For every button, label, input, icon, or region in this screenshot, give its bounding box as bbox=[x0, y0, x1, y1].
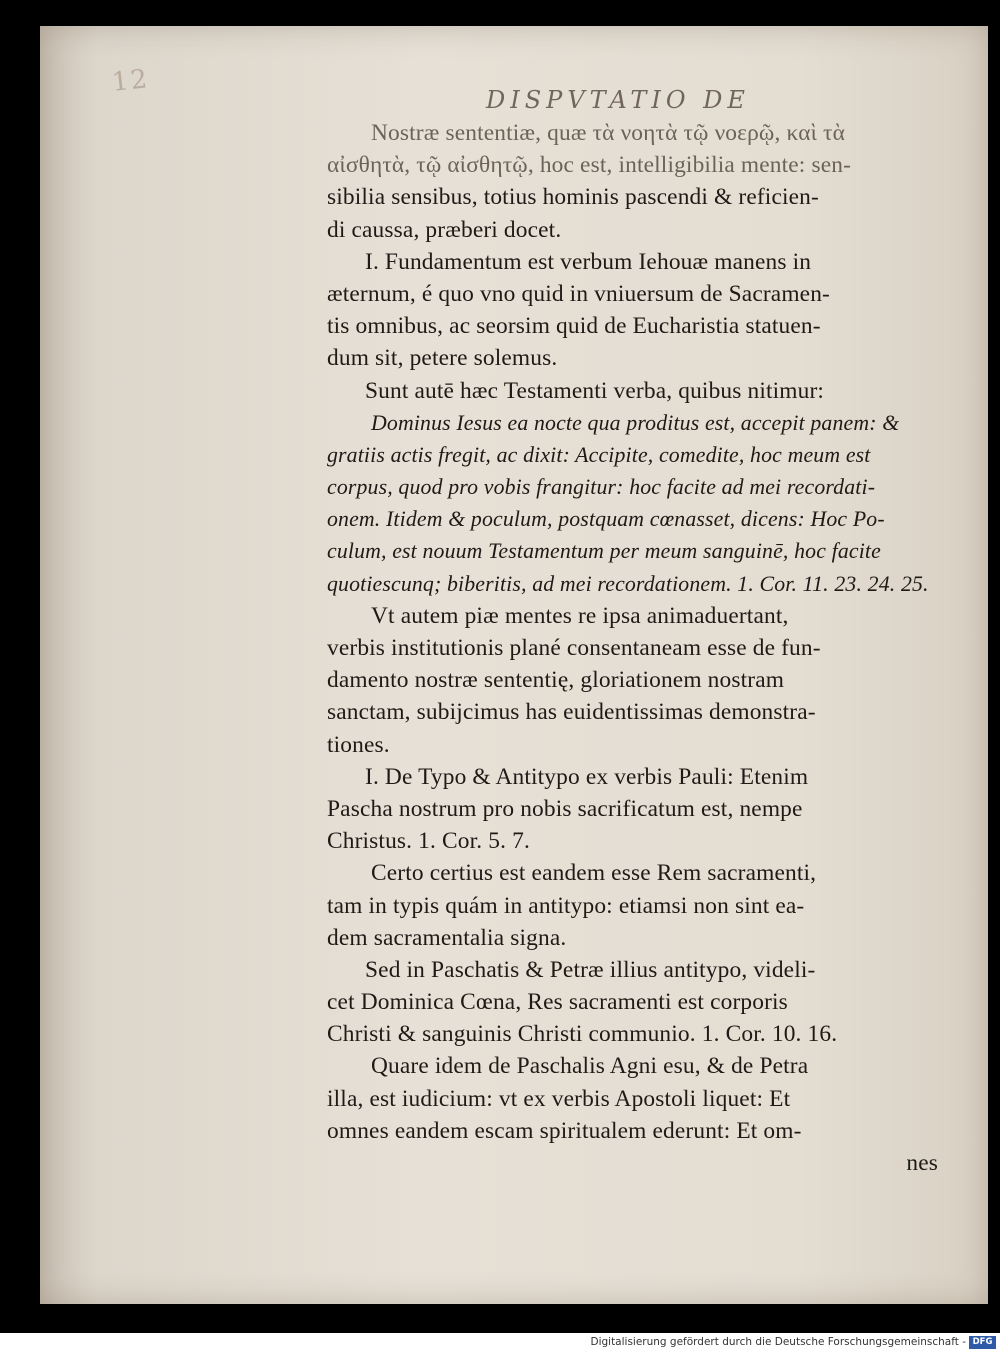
text-line: Pascha nostrum pro nobis sacrificatum est, nempe bbox=[327, 795, 803, 822]
folio-number: 12 bbox=[110, 64, 151, 98]
text-line: verbis institutionis plané consentaneam esse de fun- bbox=[327, 635, 821, 661]
quote-line: gratiis actis fregit, ac dixit: Accipite, comedite, hoc meum est bbox=[327, 442, 871, 467]
quote-line: corpus, quod pro vobis frangitur: hoc facite ad mei recordati- bbox=[327, 475, 876, 500]
text-line: I. De Typo & Antitypo ex verbis Pauli: Etenim bbox=[365, 763, 809, 790]
text-line: Vt autem piæ mentes re ipsa animaduertant, bbox=[371, 602, 789, 629]
text-line: damento nostræ sententię, gloriationem nostram bbox=[327, 667, 785, 694]
text-line: I. Fundamentum est verbum Iehouæ manens in bbox=[365, 248, 812, 275]
text-line: æternum, é quo vno quid in vniuersum de Sacramen- bbox=[327, 280, 830, 307]
page-text-block bbox=[327, 117, 942, 1179]
text-line: Nostræ sententiæ, quæ τὰ νοητὰ τῷ νοερῷ, καὶ τὰ bbox=[371, 120, 846, 146]
dfg-logo-icon[interactable]: DFG bbox=[969, 1336, 996, 1349]
catchword: nes bbox=[906, 1150, 938, 1176]
quote-line: culum, est nouum Testamentum per meum sanguinē, hoc facite bbox=[327, 539, 881, 564]
text-line: illa, est iudicium: vt ex verbis Apostoli liquet: Et bbox=[327, 1085, 791, 1112]
text-line: Sed in Paschatis & Petræ illius antitypo, videli- bbox=[365, 956, 816, 983]
text-line: sanctam, subijcimus has euidentissimas demonstra- bbox=[327, 699, 816, 726]
quote-line: quotiescunq; biberitis, ad mei recordationem. 1. Cor. 11. 23. 24. 25. bbox=[327, 571, 929, 596]
footer-credit: Digitalisierung gefördert durch die Deutsche Forschungsgemeinschaft - bbox=[590, 1336, 966, 1348]
quote-line: Dominus Iesus ea nocte qua proditus est, accepit panem: & bbox=[371, 410, 900, 435]
text-line: Christus. 1. Cor. 5. 7. bbox=[327, 828, 530, 855]
text-line: Sunt autē hæc Testamenti verba, quibus nitimur: bbox=[365, 377, 825, 404]
text-line: dem sacramentalia signa. bbox=[327, 924, 567, 951]
text-line: di caussa, præberi docet. bbox=[327, 216, 562, 243]
text-line: tiones. bbox=[327, 731, 390, 758]
text-line: omnes eandem escam spiritualem ederunt: Et om- bbox=[327, 1117, 802, 1144]
quote-line: onem. Itidem & poculum, postquam cœnasset, dicens: Hoc Po- bbox=[327, 507, 885, 532]
text-line: tis omnibus, ac seorsim quid de Eucharistia statuen- bbox=[327, 313, 821, 340]
text-line: cet Dominica Cœna, Res sacramenti est corporis bbox=[327, 989, 788, 1016]
running-head: DISPVTATIO DE bbox=[486, 86, 750, 114]
digitization-footer bbox=[0, 1333, 1000, 1353]
text-line: dum sit, petere solemus. bbox=[327, 345, 558, 372]
text-line: Certo certius est eandem esse Rem sacramenti, bbox=[371, 860, 817, 887]
text-line: Christi & sanguinis Christi communio. 1. Cor. 10. 16. bbox=[327, 1021, 838, 1048]
text-line: αἰσθητὰ, τῷ αἰσθητῷ, hoc est, intelligibilia mente: sen- bbox=[327, 152, 852, 179]
text-line: tam in typis quám in antitypo: etiamsi non sint ea- bbox=[327, 892, 805, 919]
text-line: sibilia sensibus, totius hominis pascendi & reficien- bbox=[327, 184, 819, 211]
text-line: Quare idem de Paschalis Agni esu, & de Petra bbox=[371, 1053, 809, 1080]
